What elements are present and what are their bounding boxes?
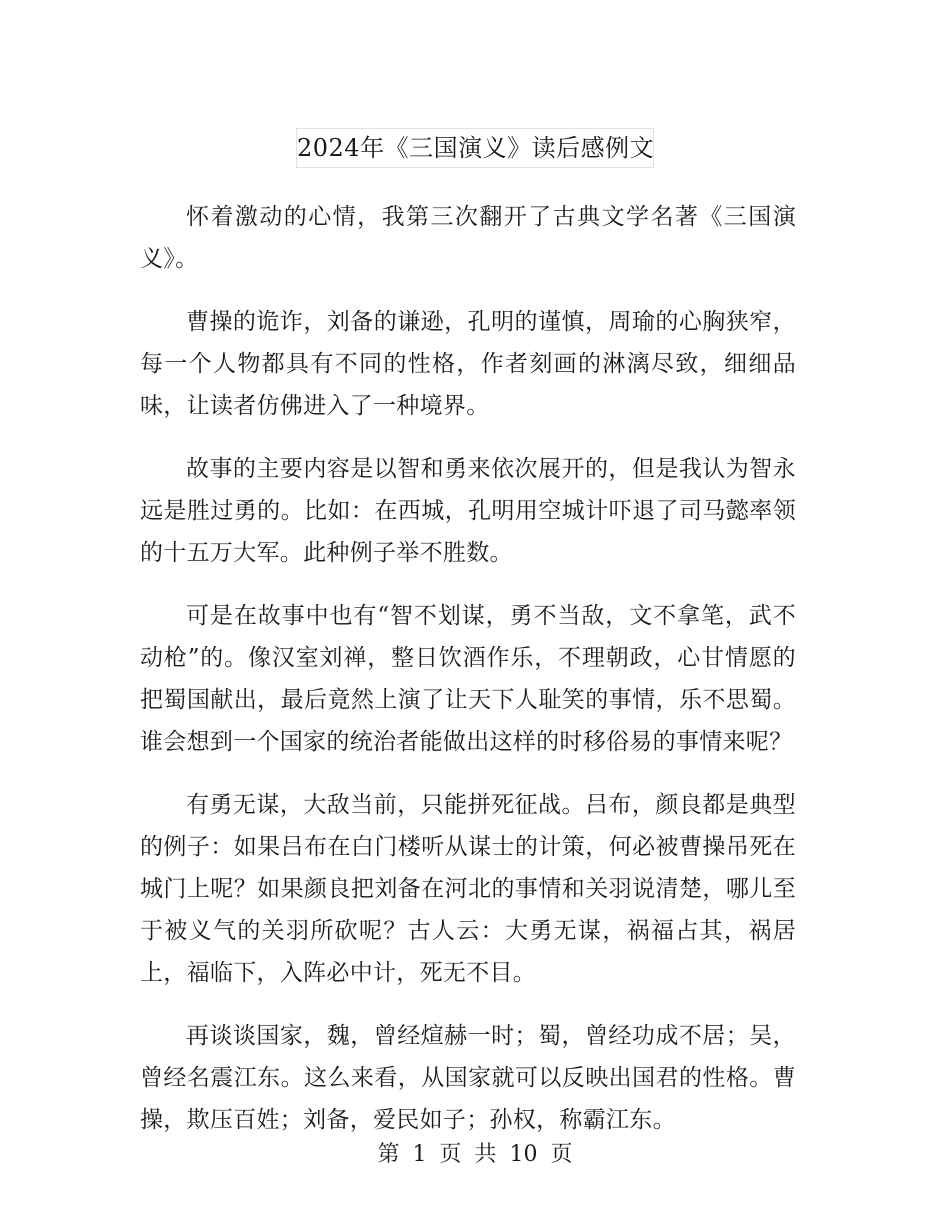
paragraph: 故事的主要内容是以智和勇来依次展开的，但是我认为智永远是胜过勇的。比如：在西城，孔明用空城计吓退了司马懿率领的十五万大军。此种例子举不胜数。 <box>140 456 796 566</box>
paragraph: 再谈谈国家，魏，曾经煊赫一时；蜀，曾经功成不居；吴，曾经名震江东。这么来看，从国家就可以反映出国君的性格。曹操，欺压百姓；刘备，爱民如子；孙权，称霸江东。 <box>140 1023 796 1133</box>
document-title: 2024年《三国演义》读后感例文 <box>296 128 654 168</box>
paragraph: 有勇无谋，大敌当前，只能拼死征战。吕布，颜良都是典型的例子：如果吕布在白门楼听从谋士的计策，何必被曹操吊死在城门上呢？如果颜良把刘备在河北的事情和关羽说清楚，哪儿至于被义气的关羽所砍呢？古人云：大勇无谋，祸福占其，祸居上，福临下，入阵必中计，死无不目。 <box>140 792 796 986</box>
paragraph: 曹操的诡诈，刘备的谦逊，孔明的谨慎，周瑜的心胸狭窄，每一个人物都具有不同的性格，作者刻画的淋漓尽致，细细品味，让读者仿佛进入了一种境界。 <box>140 309 796 419</box>
page-number-footer: 第 1 页 共 10 页 <box>377 1142 573 1167</box>
document-body <box>140 196 796 1162</box>
paragraph: 可是在故事中也有“智不划谋，勇不当敌，文不拿笔，武不动枪”的。像汉室刘禅，整日饮酒作乐，不理朝政，心甘情愿的把蜀国献出，最后竟然上演了让天下人耻笑的事情，乐不思蜀。谁会想到一个国家的统治者能做出这样的时移俗易的事情来呢？ <box>140 603 796 755</box>
paragraph: 怀着激动的心情，我第三次翻开了古典文学名著《三国演义》。 <box>140 204 796 272</box>
